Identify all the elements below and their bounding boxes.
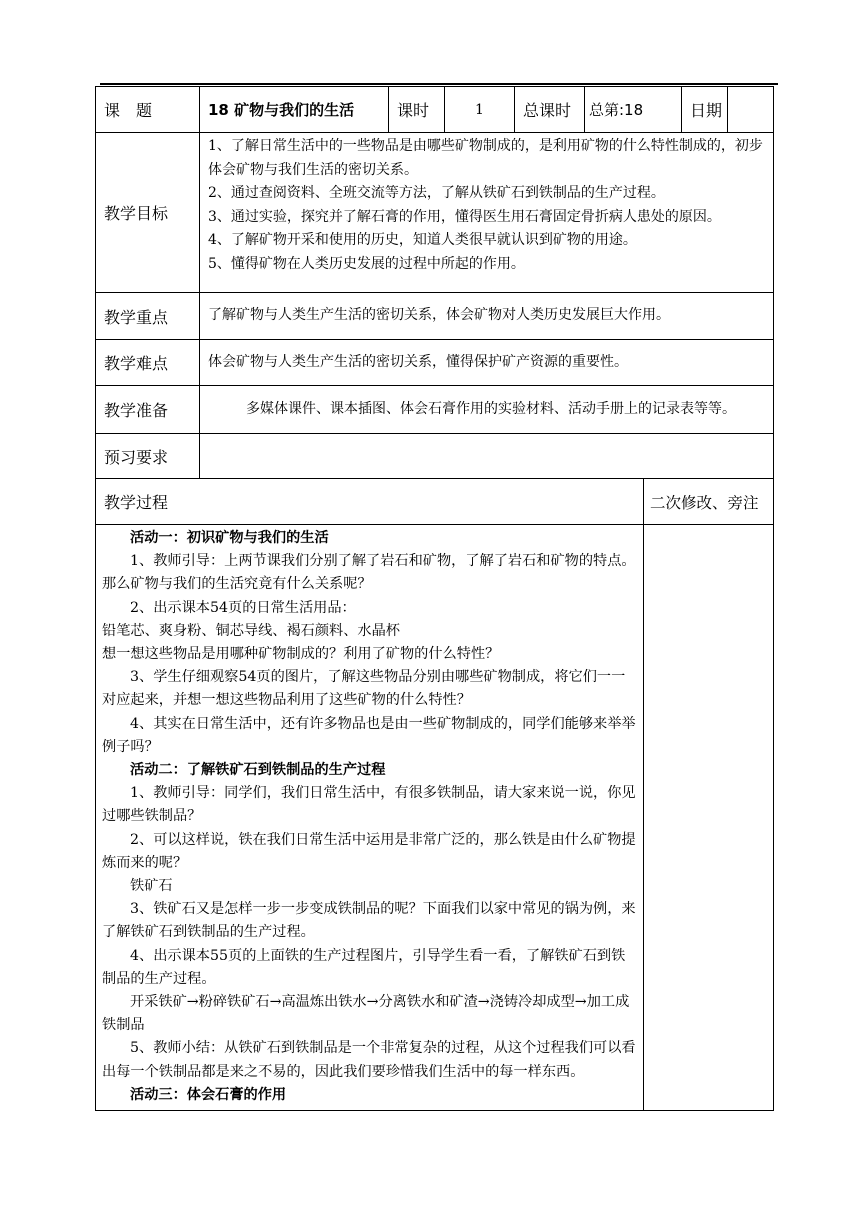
- process-row: [96, 525, 774, 1111]
- goals-row: [96, 133, 774, 293]
- top-rule: [100, 83, 778, 85]
- goal-item: 3、通过实验，探究并了解石膏的作用，懂得医生用石膏固定骨折病人患处的原因。: [208, 208, 721, 225]
- header-row: [96, 87, 774, 133]
- key-points-label: 教学重点: [96, 293, 200, 340]
- period-value: 1: [445, 87, 515, 133]
- total-periods-value: 总第:18: [585, 87, 682, 133]
- process-paragraph: 1、教师引导：同学们，我们日常生活中，有很多铁制品，请大家来说一说，你见过哪些铁制品？: [102, 785, 636, 825]
- process-paragraph: 3、铁矿石又是怎样一步一步变成铁制品的呢？下面我们以家中常见的锅为例，来了解铁矿石到铁制品的生产过程。: [102, 901, 636, 941]
- process-paragraph: 1、教师引导：上两节课我们分别了解了岩石和矿物，了解了岩石和矿物的特点。那么矿物与我们的生活究竟有什么关系呢？: [102, 553, 636, 593]
- period-label: 课时: [389, 87, 445, 133]
- preparation-label: 教学准备: [96, 386, 200, 434]
- date-value: [728, 87, 774, 133]
- process-paragraph: 铅笔芯、爽身粉、铜芯导线、褐石颜料、水晶杯: [102, 622, 400, 639]
- process-paragraph: 2、可以这样说，铁在我们日常生活中运用是非常广泛的，那么铁是由什么矿物提炼而来的呢？: [102, 831, 636, 871]
- difficulties-row: [96, 340, 774, 386]
- process-paragraph: 4、出示课本55页的上面铁的生产过程图片，引导学生看一看，了解铁矿石到铁制品的生产过程。: [102, 947, 626, 987]
- process-paragraph: 4、其实在日常生活中，还有许多物品也是由一些矿物制成的，同学们能够来举举例子吗？: [102, 715, 636, 755]
- process-content: [96, 525, 644, 1111]
- process-paragraph: 铁矿石: [130, 878, 173, 895]
- date-label: 日期: [682, 87, 728, 133]
- process-header-row: [96, 479, 774, 525]
- preparation-content: 多媒体课件、课本插图、体会石膏作用的实验材料、活动手册上的记录表等等。: [200, 386, 774, 434]
- process-paragraph: 5、教师小结：从铁矿石到铁制品是一个非常复杂的过程，从这个过程我们可以看出每一个铁制品都是来之不易的，因此我们要珍惜我们生活中的每一样东西。: [102, 1040, 636, 1080]
- key-points-row: [96, 293, 774, 340]
- difficulties-label: 教学难点: [96, 340, 200, 386]
- process-paragraph: 3、学生仔细观察54页的图片，了解这些物品分别由哪些矿物制成，将它们一一对应起来，并想一想这些物品利用了这些矿物的什么特性？: [102, 669, 626, 709]
- goals-label: 教学目标: [96, 133, 200, 293]
- activity-heading: 活动三：体会石膏的作用: [130, 1086, 287, 1103]
- activity-heading: 活动二：了解铁矿石到铁制品的生产过程: [130, 762, 386, 779]
- goal-item: 5、懂得矿物在人类历史发展的过程中所起的作用。: [208, 255, 525, 272]
- process-paragraph: 想一想这些物品是用哪种矿物制成的？利用了矿物的什么特性？: [102, 646, 500, 663]
- goal-item: 2、通过查阅资料、全班交流等方法，了解从铁矿石到铁制品的生产过程。: [208, 185, 665, 201]
- process-label: 教学过程: [96, 479, 644, 525]
- preparation-row: [96, 386, 774, 434]
- total-periods-label: 总课时: [515, 87, 585, 133]
- subject-label: 课 题: [96, 87, 200, 133]
- notes-label: 二次修改、旁注: [644, 479, 774, 525]
- goals-content: [200, 133, 774, 293]
- goal-item: 1、了解日常生活中的一些物品是由哪些矿物制成的，是利用矿物的什么特性制成的，初步体会矿物与我们生活的密切关系。: [208, 138, 763, 178]
- preview-label: 预习要求: [96, 434, 200, 479]
- preview-content: [200, 434, 774, 479]
- activity-heading: 活动一：初识矿物与我们的生活: [130, 530, 329, 546]
- lesson-plan-table: [95, 86, 774, 1111]
- process-paragraph: 开采铁矿→粉碎铁矿石→高温炼出铁水→分离铁水和矿渣→浇铸冷却成型→加工成铁制品: [102, 994, 630, 1034]
- subject-value: 18 矿物与我们的生活: [200, 87, 389, 133]
- preview-row: [96, 434, 774, 479]
- key-points-content: 了解矿物与人类生产生活的密切关系，体会矿物对人类历史发展巨大作用。: [200, 293, 774, 340]
- difficulties-content: 体会矿物与人类生产生活的密切关系，懂得保护矿产资源的重要性。: [200, 340, 774, 386]
- goal-item: 4、了解矿物开采和使用的历史，知道人类很早就认识到矿物的用途。: [208, 232, 637, 248]
- process-paragraph: 2、出示课本54页的日常生活用品：: [130, 599, 356, 616]
- notes-column: [644, 525, 774, 1111]
